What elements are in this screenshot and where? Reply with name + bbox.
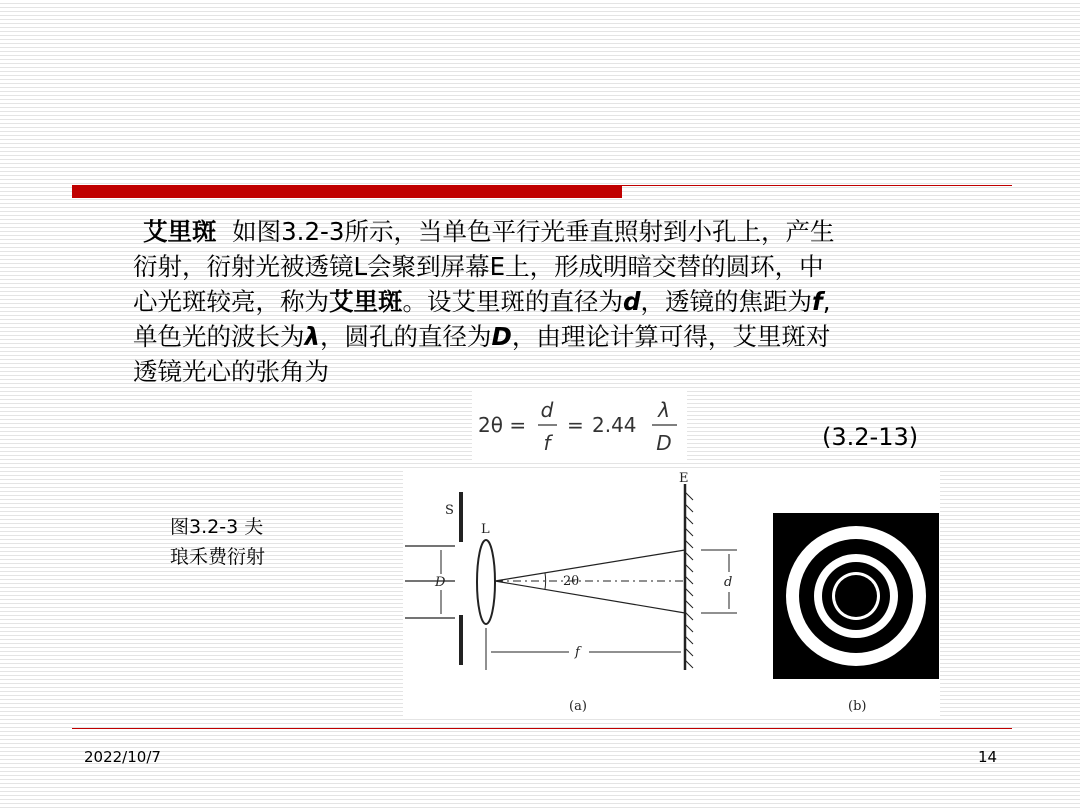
formula-svg: [472, 388, 687, 460]
caption-line-1: [170, 512, 265, 542]
caption-line-2: 琅禾费衍射: [170, 546, 266, 568]
var-D: D: [491, 322, 512, 351]
text: ，透镜的焦距为: [640, 287, 813, 316]
formula-eq: =: [567, 413, 584, 437]
airy-pattern: [773, 513, 939, 679]
figure-reference: 3.2-3: [189, 516, 239, 538]
text: 。设艾里斑的直径为: [402, 287, 623, 316]
text: 所示，当单色平行光垂直照射到小孔上，产生: [344, 217, 835, 246]
title-accent-bar: [72, 185, 622, 198]
footer-divider: [72, 728, 1012, 729]
label-E: E: [679, 471, 689, 486]
body-paragraph: [133, 214, 1013, 389]
text: 图: [170, 516, 190, 538]
label-d: d: [724, 575, 733, 590]
term-airy-disk: 艾里斑: [143, 217, 217, 246]
label-2theta: 2θ: [563, 574, 580, 589]
figure-reference: 3.2-3: [281, 217, 345, 246]
formula-frac1-den: f: [543, 431, 551, 455]
formula-lhs: 2θ =: [478, 413, 527, 437]
body-line-5: [133, 354, 1013, 389]
diffraction-figure: [403, 470, 940, 718]
label-S: S: [445, 503, 454, 518]
body-line-3: [133, 284, 1013, 319]
figure-caption: [170, 512, 265, 572]
airy-central-disk: [835, 575, 877, 617]
text: ，由理论计算可得，艾里斑对: [511, 322, 831, 351]
label-f: f: [575, 645, 580, 660]
text: 会聚到屏幕: [367, 252, 490, 281]
diffraction-diagram: [403, 470, 940, 718]
page-number: 14: [978, 748, 998, 766]
var-lambda: λ: [304, 322, 321, 351]
angle-arc: [545, 573, 546, 589]
var-f: f: [812, 287, 823, 316]
term-airy-disk: 艾里斑: [329, 287, 403, 316]
formula-coef: 2.44: [592, 413, 637, 437]
symbol-L: L: [353, 252, 368, 281]
text: 夫: [238, 516, 264, 538]
text: 透镜光心的张角为: [133, 357, 329, 386]
label-b: (b): [848, 699, 867, 714]
label-L: L: [481, 522, 490, 537]
text: 衍射，衍射光被透镜: [133, 252, 354, 281]
formula-frac2-den: D: [656, 431, 672, 455]
symbol-E: E: [489, 252, 506, 281]
text: 单色光的波长为: [133, 322, 305, 351]
text: 心光斑较亮，称为: [133, 287, 329, 316]
text: 如图: [232, 217, 282, 246]
title-accent-line: [622, 185, 1012, 186]
label-a: (a): [569, 699, 587, 714]
lens: [477, 540, 495, 624]
formula: [472, 388, 687, 460]
label-D: D: [435, 575, 446, 590]
formula-frac1-num: d: [540, 398, 554, 422]
body-line-4: [133, 319, 1013, 354]
equation-number: (3.2-13): [822, 423, 919, 451]
var-d: d: [623, 287, 641, 316]
text: 上，形成明暗交替的圆环，中: [505, 252, 824, 281]
diffraction-ray-lower: [495, 581, 685, 613]
diffraction-ray-upper: [495, 550, 685, 581]
comma: ,: [822, 287, 831, 316]
body-line-2: [133, 249, 1013, 284]
formula-frac2-num: λ: [658, 398, 670, 422]
footer-date: 2022/10/7: [84, 748, 161, 766]
body-line-1: [133, 214, 1013, 249]
text: ，圆孔的直径为: [320, 322, 492, 351]
